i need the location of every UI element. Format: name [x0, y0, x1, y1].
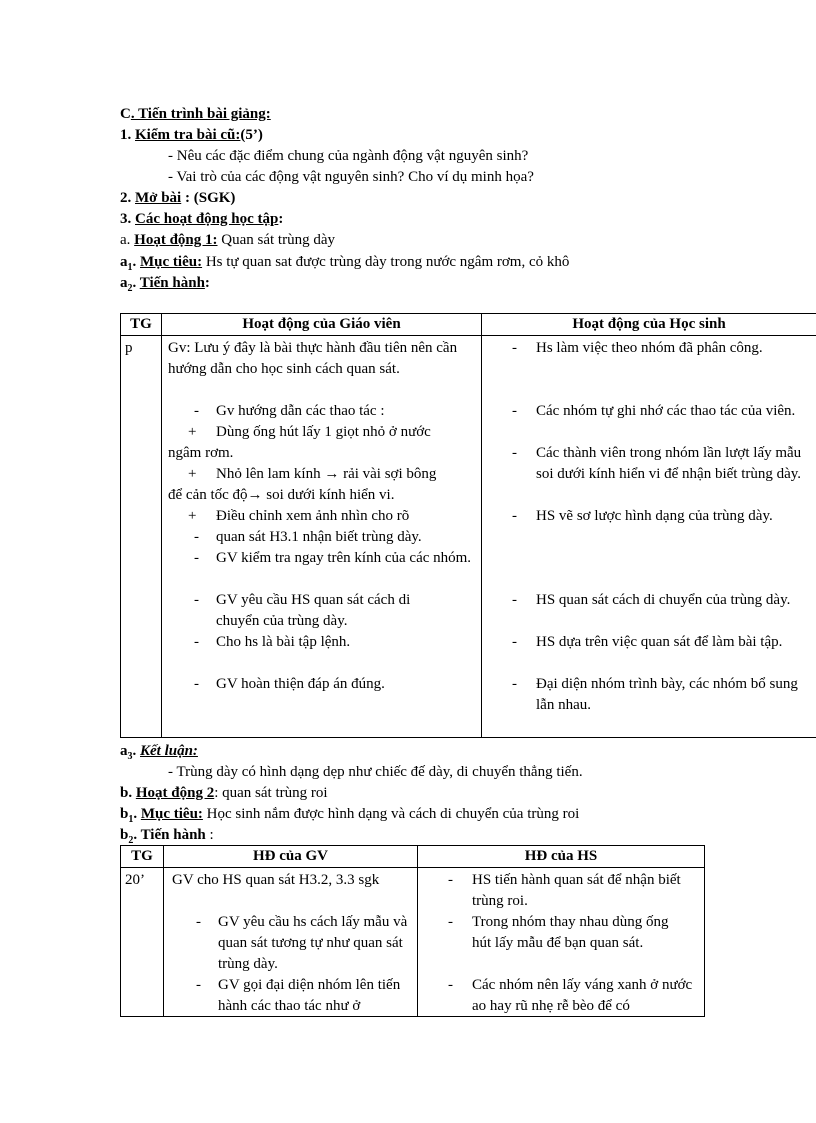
gv1-d2: GV kiểm tra ngay trên kính của các nhóm.	[216, 550, 472, 566]
a1-title: Mục tiêu:	[140, 254, 203, 270]
a3-prefix: a	[120, 743, 128, 759]
a1-prefix: a	[120, 254, 128, 270]
gv1-plus2: Nhỏ lên lam kính → rải vài sợi bông	[216, 466, 437, 482]
section-2-heading	[120, 188, 235, 208]
gv1-plus2-mark: +	[188, 466, 197, 482]
hs1-h1-dash: -	[512, 340, 517, 356]
hs1-h5-dash: -	[512, 592, 517, 608]
table2-header-tg: TG	[121, 846, 164, 868]
section-c-prefix: C	[120, 106, 131, 122]
hs1-h5: HS quan sát cách di chuyển của trùng dày.	[536, 592, 791, 608]
gv1-d5: GV hoàn thiện đáp án đúng.	[216, 676, 385, 692]
gv1-d3-dash: -	[194, 592, 199, 608]
a1-dot: .	[132, 254, 140, 270]
table2-header-hs: HĐ của HS	[418, 846, 705, 868]
hs2-h3-dash: -	[448, 977, 453, 993]
gv1-d1: quan sát H3.1 nhận biết trùng dày.	[216, 529, 422, 545]
hs1-h4: HS vẽ sơ lược hình dạng của trùng dày.	[536, 508, 773, 524]
section-2-title: Mở bài	[135, 190, 182, 206]
gv1-d4-dash: -	[194, 634, 199, 650]
hs1-h3: Các thành viên trong nhóm lần lượt lấy mẫu soi dưới kính hiển vi để nhận biết trùng dày.	[536, 445, 802, 482]
section-1-heading	[120, 125, 263, 145]
hs1-h6: HS dựa trên việc quan sát để làm bài tập.	[536, 634, 783, 650]
hs2-h1: HS tiến hành quan sát để nhận biết trùng roi.	[472, 872, 681, 909]
b2-dot: .	[133, 827, 141, 843]
section-1-number: 1.	[120, 127, 135, 143]
activity-1-prefix: a.	[120, 232, 135, 248]
gv1-d3: GV yêu cầu HS quan sát cách di chuyển của trùng dày.	[216, 592, 411, 629]
conclusion-text: - Trùng dày có hình dạng dẹp như chiếc đế dày, di chuyển thẳng tiến.	[168, 764, 583, 780]
activity-1-procedure	[120, 273, 210, 299]
gv1-plus2b: để cản tốc độ→ soi dưới kính hiển vi.	[168, 487, 395, 503]
gv2-d2-dash: -	[196, 977, 201, 993]
review-question-2: - Vai trò của các động vật nguyên sinh? Cho ví dụ minh họa?	[168, 169, 534, 185]
gv1-intro: Gv: Lưu ý đây là bài thực hành đầu tiên nên cần hướng dẫn cho học sinh cách quan sát.	[168, 340, 458, 377]
section-3-colon: :	[278, 211, 284, 227]
activity-2-text: : quan sát trùng roi	[214, 785, 328, 801]
gv1-plus3: Điều chỉnh xem ảnh nhìn cho rõ	[216, 508, 410, 524]
section-1-time: (5’)	[240, 127, 263, 143]
gv1-d2-dash: -	[194, 550, 199, 566]
activity-1-text: Quan sát trùng dày	[217, 232, 335, 248]
table2-hs-cell	[418, 868, 705, 1017]
b1-title: Mục tiêu:	[140, 806, 203, 822]
review-question-1: - Nêu các đặc điểm chung của ngành động vật nguyên sinh?	[168, 148, 529, 164]
b2-colon: :	[205, 827, 214, 843]
hs2-h2-dash: -	[448, 914, 453, 930]
table1-tg-value: p	[125, 340, 133, 356]
gv1-plus1: Dùng ống hút lấy 1 giọt nhỏ ở nước	[216, 424, 431, 440]
hs1-h7: Đại diện nhóm trình bày, các nhóm bổ sung lẫn nhau.	[536, 676, 798, 713]
activity-2-table	[120, 845, 705, 1017]
a2-sub: 2	[127, 283, 133, 294]
b2-prefix: b	[120, 827, 129, 843]
hs1-h7-dash: -	[512, 676, 517, 692]
a2-dot: .	[132, 275, 140, 291]
table1-header-tg: TG	[121, 314, 162, 336]
table1-header-hs: Hoạt động của Học sinh	[482, 314, 816, 336]
hs1-h2-dash: -	[512, 403, 517, 419]
gv1-d4: Cho hs là bài tập lệnh.	[216, 634, 351, 650]
section-3-title: Các hoạt động học tập	[135, 211, 279, 227]
section-3-heading	[120, 209, 283, 229]
a1-sub: 1	[127, 262, 133, 273]
hs2-h1-dash: -	[448, 872, 453, 888]
activity-2-prefix: b.	[120, 785, 136, 801]
a3-sub: 3	[127, 751, 133, 762]
table1-hs-cell	[482, 336, 816, 738]
gv1-plus3-mark: +	[188, 508, 197, 524]
gv1-plus1-mark: +	[188, 424, 197, 440]
gv1-step1-dash: -	[194, 403, 199, 419]
table1-tg-cell	[121, 336, 162, 738]
gv1-step1: Gv hướng dẫn các thao tác :	[216, 403, 385, 419]
a2-colon: :	[204, 275, 210, 291]
gv2-d2: GV gọi đại diện nhóm lên tiến hành các thao tác như ở	[218, 977, 401, 1014]
a3-title: Kết luận:	[140, 743, 198, 759]
section-3-number: 3.	[120, 211, 135, 227]
a2-title: Tiến hành	[139, 275, 205, 291]
activity-2-title: Hoạt động 2	[135, 785, 215, 801]
b2-sub: 2	[128, 835, 134, 846]
activity-1-title: Hoạt động 1:	[134, 232, 218, 248]
hs1-h6-dash: -	[512, 634, 517, 650]
table2-gv-cell	[164, 868, 418, 1017]
table1-gv-cell	[162, 336, 482, 738]
gv2-d1: GV yêu cầu hs cách lấy mẫu và quan sát tương tự như quan sát trùng dày.	[218, 914, 408, 972]
section-1-title: Kiểm tra bài cũ:	[135, 127, 241, 143]
b1-text: Học sinh nắm được hình dạng và cách di chuyển của trùng roi	[202, 806, 580, 822]
table2-tg-value: 20’	[125, 872, 145, 888]
hs1-h1: Hs làm việc theo nhóm đã phân công.	[536, 340, 763, 356]
activity-1-heading	[120, 230, 335, 250]
b2-title: Tiến hành	[140, 827, 206, 843]
gv1-d5-dash: -	[194, 676, 199, 692]
gv1-d1-dash: -	[194, 529, 199, 545]
activity-1-table	[120, 313, 816, 738]
gv2-d1-dash: -	[196, 914, 201, 930]
a2-prefix: a	[120, 275, 128, 291]
hs1-h2: Các nhóm tự ghi nhớ các thao tác của viên.	[536, 403, 796, 419]
a1-text: Hs tự quan sat được trùng dày trong nước ngâm rơm, cỏ khô	[202, 254, 570, 270]
table1-header-gv: Hoạt động của Giáo viên	[162, 314, 482, 336]
table2-header-gv: HĐ của GV	[164, 846, 418, 868]
section-c-heading	[120, 104, 271, 124]
gv1-plus1b: ngâm rơm.	[168, 445, 234, 461]
section-2-number: 2.	[120, 190, 135, 206]
section-c-title: . Tiến trình bài giảng:	[130, 106, 271, 122]
a3-dot: .	[132, 743, 140, 759]
hs1-h4-dash: -	[512, 508, 517, 524]
hs1-h3-dash: -	[512, 445, 517, 461]
table2-tg-cell	[121, 868, 164, 1017]
section-2-rest: : (SGK)	[181, 190, 236, 206]
b1-sub: 1	[128, 814, 134, 825]
hs2-h2: Trong nhóm thay nhau dùng ống hút lấy mẫu để bạn quan sát.	[472, 914, 669, 951]
gv2-intro: GV cho HS quan sát H3.2, 3.3 sgk	[172, 872, 380, 888]
hs2-h3: Các nhóm nên lấy váng xanh ở nước ao hay rũ nhẹ rễ bèo để có	[472, 977, 693, 1014]
activity-2-heading	[120, 783, 328, 803]
b1-dot: .	[133, 806, 141, 822]
b1-prefix: b	[120, 806, 129, 822]
